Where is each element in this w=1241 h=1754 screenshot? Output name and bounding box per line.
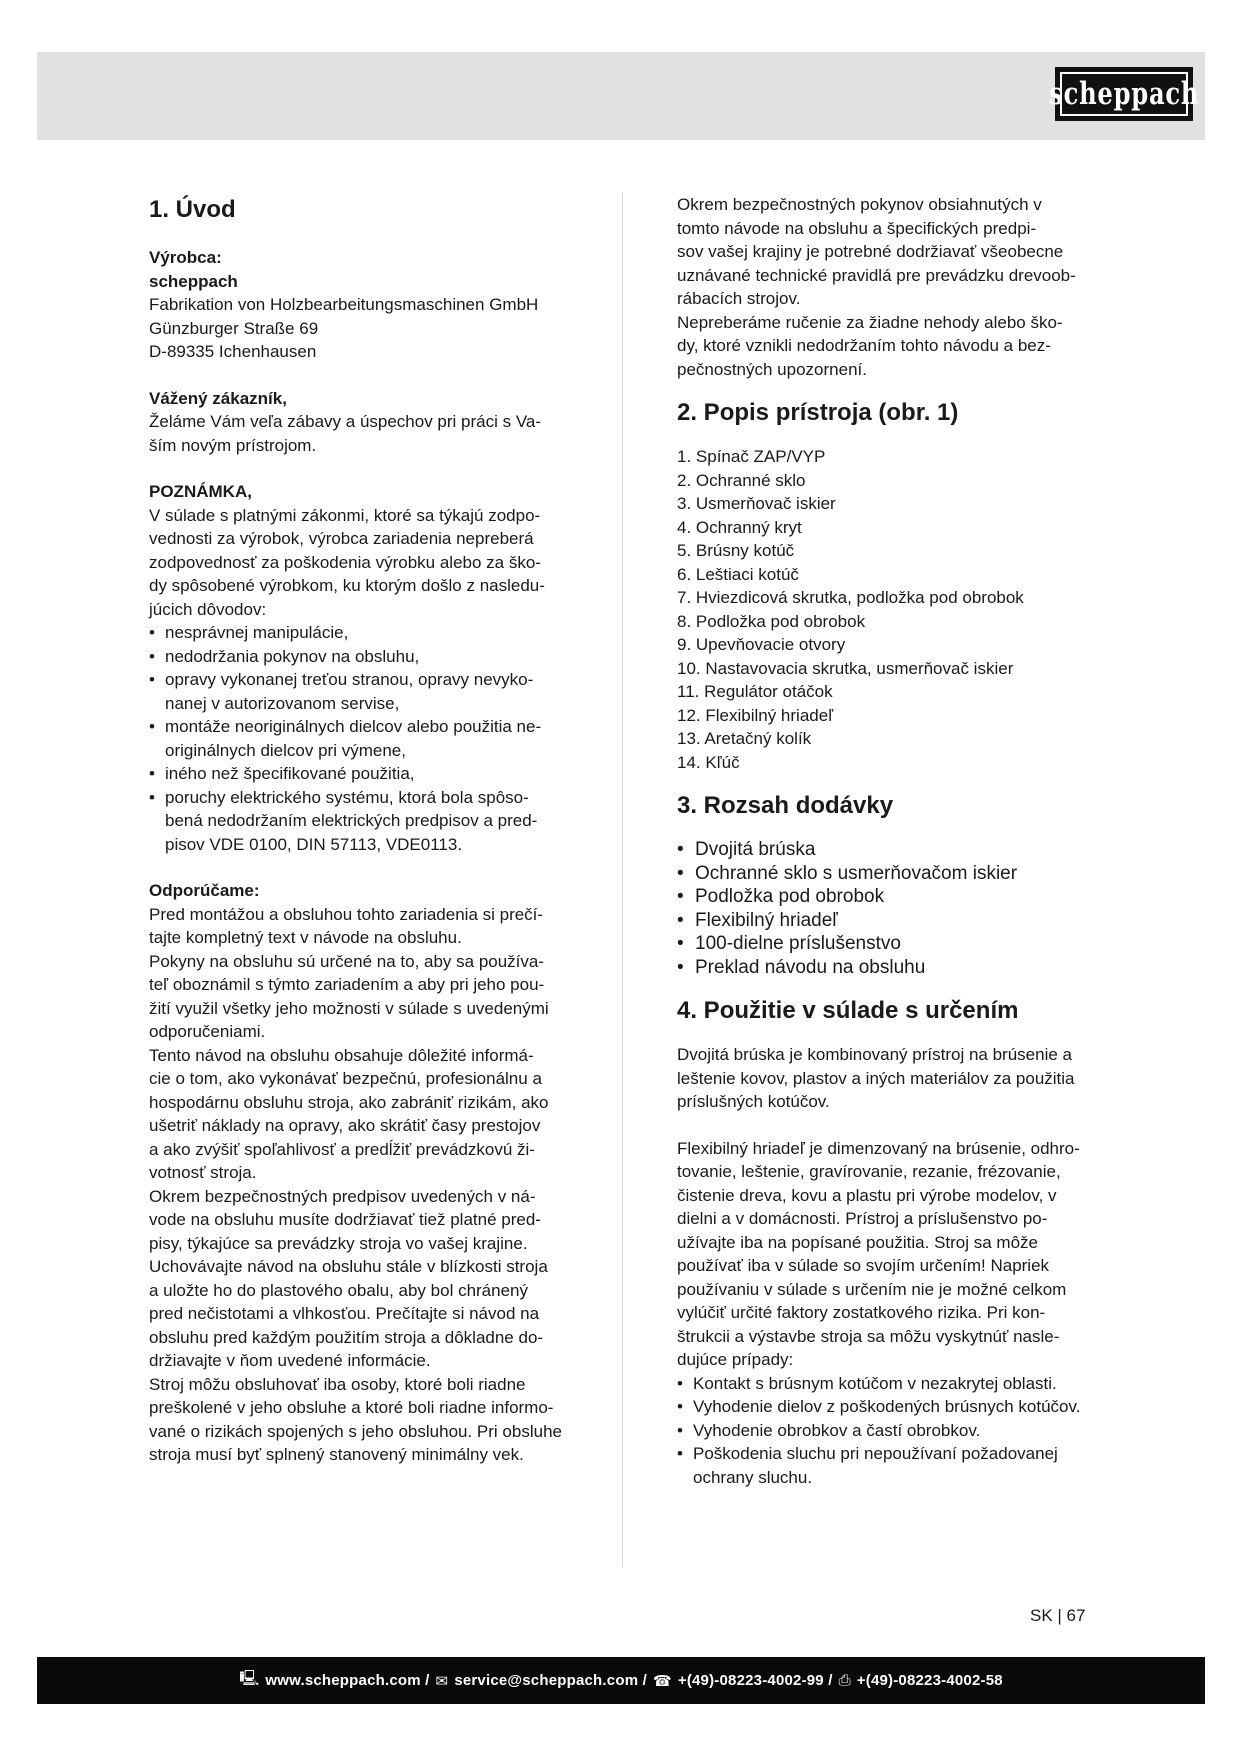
footer-phone: +(49)-08223-4002-99 /: [677, 1672, 833, 1689]
logo-frame: [1048, 72, 1200, 116]
section-heading-scope: 3. Rozsah dodávky: [677, 792, 894, 819]
list-item: 14. Kľúč: [677, 752, 740, 772]
note-line: zodpovednosť za poškodenia výrobku alebo za ško-: [149, 552, 541, 572]
recommend-line: Tento návod na obsluhu obsahuje dôležité informá-: [149, 1045, 534, 1065]
note-bullet-list: [149, 621, 589, 856]
recommend-line: hospodárnu obsluhu stroja, ako zabrániť rizikám, ako: [149, 1092, 549, 1112]
list-item-text: nanej v autorizovanom servise,: [165, 693, 400, 713]
use-line: tovanie, leštenie, gravírovanie, rezanie, frézovanie,: [677, 1162, 1061, 1181]
note-line: vednosti za výrobok, výrobca zariadenia nepreberá: [149, 529, 534, 548]
parts-list: [677, 445, 1102, 774]
list-item: [149, 621, 589, 645]
recommend-line: pisy, týkajúce sa prevádzky stroja vo vašej krajine.: [149, 1233, 528, 1253]
list-item: 5. Brúsny kotúč: [677, 541, 795, 560]
use-paragraph-2: [677, 1137, 1102, 1372]
recommend-line: držiavajte v ňom uvedené informácie.: [149, 1351, 431, 1370]
use-line: leštenie kovov, plastov a iných materiálov za použitia: [677, 1068, 1075, 1088]
recommend-line: teľ oboznámil s týmto zariadením a aby pri jeho pou-: [149, 975, 545, 994]
list-item-text: nedodržania pokynov na obsluhu,: [165, 646, 420, 666]
list-item: 11. Regulátor otáčok: [677, 682, 833, 701]
list-item: [149, 645, 589, 669]
list-item: • 100-dielne príslušenstvo: [677, 932, 1102, 956]
logo-text: scheppach: [1048, 75, 1200, 112]
intro-line: pečnostných upozornení.: [677, 359, 867, 379]
list-item: 8. Podložka pod obrobok: [677, 611, 866, 631]
list-item: • Flexibilný hriadeľ: [677, 909, 1102, 933]
customer-line: Želáme Vám veľa zábavy a úspechov pri práci s Va-: [149, 412, 542, 431]
list-item: 10. Nastavovacia skrutka, usmerňovač iskier: [677, 658, 1014, 678]
list-item: 13. Aretačný kolík: [677, 729, 812, 748]
list-item: 7. Hviezdicová skrutka, podložka pod obrobok: [677, 588, 1024, 607]
list-item-text: opravy vykonanej treťou stranou, opravy nevyko-: [165, 670, 534, 689]
footer-fax: +(49)-08223-4002-58: [856, 1672, 1003, 1689]
scope-list: [677, 838, 1102, 979]
list-item: [677, 1395, 1102, 1419]
left-column: [149, 193, 589, 1467]
list-item: 6. Leštiaci kotúč: [677, 564, 799, 584]
list-item: 3. Usmerňovač iskier: [677, 494, 836, 513]
recommend-line: vané o rizikách spojených s jeho obsluhou. Pri obsluhe: [149, 1421, 562, 1441]
recommend-line: a uložte ho do plastového obalu, aby bol chránený: [149, 1280, 528, 1300]
list-item: • Preklad návodu na obsluhu: [677, 956, 1102, 980]
list-item: [149, 762, 589, 786]
list-item-text: nesprávnej manipulácie,: [165, 623, 349, 642]
recommend-line: žití využil všetky jeho možnosti v súlade s uvedenými: [149, 998, 549, 1018]
recommend-line: Pred montážou a obsluhou tohto zariadenia si prečí-: [149, 904, 544, 924]
column-divider: [622, 192, 623, 1567]
intro-line: sov vašej krajiny je potrebné dodržiavať všeobecne: [677, 242, 1064, 261]
use-line: štrukcii a výstavbe stroja sa môžu vyskytnúť nasle-: [677, 1326, 1060, 1346]
use-line: Flexibilný hriadeľ je dimenzovaný na brúsenie, odhro-: [677, 1138, 1080, 1158]
list-item: [149, 715, 589, 762]
recommend-line: votnosť stroja.: [149, 1163, 257, 1182]
list-item: [677, 1419, 1102, 1443]
use-line: užívajte iba na popísané použitia. Stroj sa môže: [677, 1232, 1038, 1252]
list-item: [677, 1372, 1102, 1396]
brand-logo: [1048, 67, 1200, 121]
list-item-text: bená nedodržaním elektrických predpisov a pred-: [165, 811, 538, 830]
list-item: 9. Upevňovacie otvory: [677, 635, 846, 654]
right-column: [677, 193, 1102, 1489]
manufacturer-name: scheppach: [149, 271, 238, 291]
section-heading-use: 4. Použitie v súlade s určením: [677, 997, 1019, 1024]
customer-label: Vážený zákazník,: [149, 388, 287, 408]
recommend-line: tajte kompletný text v návode na obsluhu.: [149, 928, 462, 947]
list-item-text: Vyhodenie obrobkov a častí obrobkov.: [693, 1420, 981, 1440]
recommend-line: a ako zvýšiť spoľahlivosť a predĺžiť prevádzkovú ži-: [149, 1139, 535, 1159]
section-heading-intro: 1. Úvod: [149, 196, 236, 223]
recommend-line: Pokyny na obsluhu sú určené na to, aby sa používa-: [149, 951, 545, 971]
footer-band: [37, 1657, 1205, 1704]
recommend-line: cie o tom, ako vykonávať bezpečnú, profesionálnu a: [149, 1069, 542, 1088]
list-item-text: originálnych dielcov pri výmene,: [165, 740, 406, 760]
list-item: [149, 786, 589, 857]
recommend-line: Stroj môžu obsluhovať iba osoby, ktoré boli riadne: [149, 1374, 526, 1394]
recommend-line: preškolené v jeho obsluhe a ktoré boli riadne informo-: [149, 1398, 554, 1417]
use-line: príslušných kotúčov.: [677, 1092, 830, 1111]
use-line: čistenie dreva, kovu a plastu pri výrobe modelov, v: [677, 1185, 1057, 1205]
fax-icon: ⎙: [838, 1672, 851, 1689]
recommend-line: ušetriť náklady na opravy, ako skrátiť časy prestojov: [149, 1116, 541, 1135]
list-item: • Ochranné sklo s usmerňovačom iskier: [677, 862, 1102, 886]
address-line: Günzburger Straße 69: [149, 318, 319, 338]
note-line: V súlade s platnými zákonmi, ktoré sa týkajú zodpo-: [149, 505, 541, 525]
use-line: používaniu v súlade s určením nie je možné celkom: [677, 1279, 1067, 1299]
manufacturer-label: Výrobca:: [149, 248, 222, 267]
intro-line: rábacích strojov.: [677, 289, 801, 308]
list-item: 1. Spínač ZAP/VYP: [677, 447, 826, 466]
recommend-label: Odporúčame:: [149, 881, 260, 900]
list-item-text: Poškodenia sluchu pri nepoužívaní požadovanej: [693, 1444, 1058, 1463]
list-item-text: Kontakt s brúsnym kotúčom v nezakrytej oblasti.: [693, 1373, 1057, 1393]
list-item: • Dvojitá brúska: [677, 838, 1102, 862]
computer-icon: 🖳︎: [239, 1670, 260, 1687]
list-item-text: pisov VDE 0100, DIN 57113, VDE0113.: [165, 834, 463, 854]
address-line: D-89335 Ichenhausen: [149, 342, 317, 361]
risk-list: [677, 1372, 1102, 1490]
recommend-line: vode na obsluhu musíte dodržiavať tiež platné pred-: [149, 1210, 541, 1229]
customer-line: ším novým prístrojom.: [149, 435, 317, 455]
use-line: vylúčiť určité faktory zostatkového rizika. Pri kon-: [677, 1303, 1046, 1322]
footer-website[interactable]: www.scheppach.com /: [265, 1672, 430, 1689]
recommend-line: Okrem bezpečnostných predpisov uvedených v ná-: [149, 1186, 536, 1206]
recommend-line: Uchovávajte návod na obsluhu stále v blízkosti stroja: [149, 1257, 548, 1276]
list-item-text: iného než špecifikované použitia,: [165, 764, 415, 783]
use-line: používať iba v súlade so svojím určením! Napriek: [677, 1256, 1050, 1275]
recommend-line: odporučeniami.: [149, 1022, 266, 1041]
email-icon: ✉: [435, 1672, 449, 1690]
note-line: dy spôsobené výrobkom, ku ktorým došlo z nasledu-: [149, 576, 545, 595]
list-item-text: ochrany sluchu.: [693, 1467, 813, 1487]
recommend-line: obsluhu pred každým použitím stroja a dôkladne do-: [149, 1327, 544, 1347]
recommend-line: stroja musí byť splnený stanovený minimálny vek.: [149, 1445, 524, 1464]
header-band: [37, 52, 1205, 140]
intro-line: dy, ktoré vznikli nedodržaním tohto návodu a bez-: [677, 336, 1051, 355]
list-item: 12. Flexibilný hriadeľ: [677, 705, 834, 725]
list-item: • Podložka pod obrobok: [677, 885, 1102, 909]
list-item-text: montáže neoriginálnych dielcov alebo použitia ne-: [165, 717, 542, 736]
intro-line: Okrem bezpečnostných pokynov obsiahnutých v: [677, 195, 1042, 214]
list-item: [149, 668, 589, 715]
intro-line: tomto návode na obsluhu a špecifických predpi-: [677, 218, 1037, 238]
list-item: 2. Ochranné sklo: [677, 470, 806, 490]
section-heading-description: 2. Popis prístroja (obr. 1): [677, 399, 959, 426]
intro-line: Nepreberáme ručenie za žiadne nehody alebo ško-: [677, 312, 1063, 332]
note-line: júcich dôvodov:: [149, 599, 267, 619]
list-item-text: poruchy elektrického systému, ktorá bola spôso-: [165, 787, 529, 807]
list-item-text: Vyhodenie dielov z poškodených brúsnych kotúčov.: [693, 1397, 1081, 1416]
recommend-line: pred nečistotami a vlhkosťou. Prečítajte si návod na: [149, 1304, 540, 1323]
use-line: dujúce prípady:: [677, 1350, 794, 1369]
list-item: 4. Ochranný kryt: [677, 517, 802, 537]
use-line: Dvojitá brúska je kombinovaný prístroj na brúsenie a: [677, 1045, 1072, 1064]
list-item: [677, 1442, 1102, 1489]
phone-icon: ☎: [652, 1672, 672, 1690]
page-number: SK | 67: [1030, 1606, 1086, 1625]
use-paragraph-1: [677, 1043, 1102, 1114]
address-line: Fabrikation von Holzbearbeitungsmaschinen GmbH: [149, 295, 539, 314]
note-label: POZNÁMKA,: [149, 482, 252, 501]
footer-email[interactable]: service@scheppach.com /: [454, 1672, 647, 1689]
use-line: dielni a v domácnosti. Prístroj a príslušenstvo po-: [677, 1209, 1048, 1228]
intro-line: uznávané technické pravidlá pre prevádzku drevoob-: [677, 265, 1076, 285]
